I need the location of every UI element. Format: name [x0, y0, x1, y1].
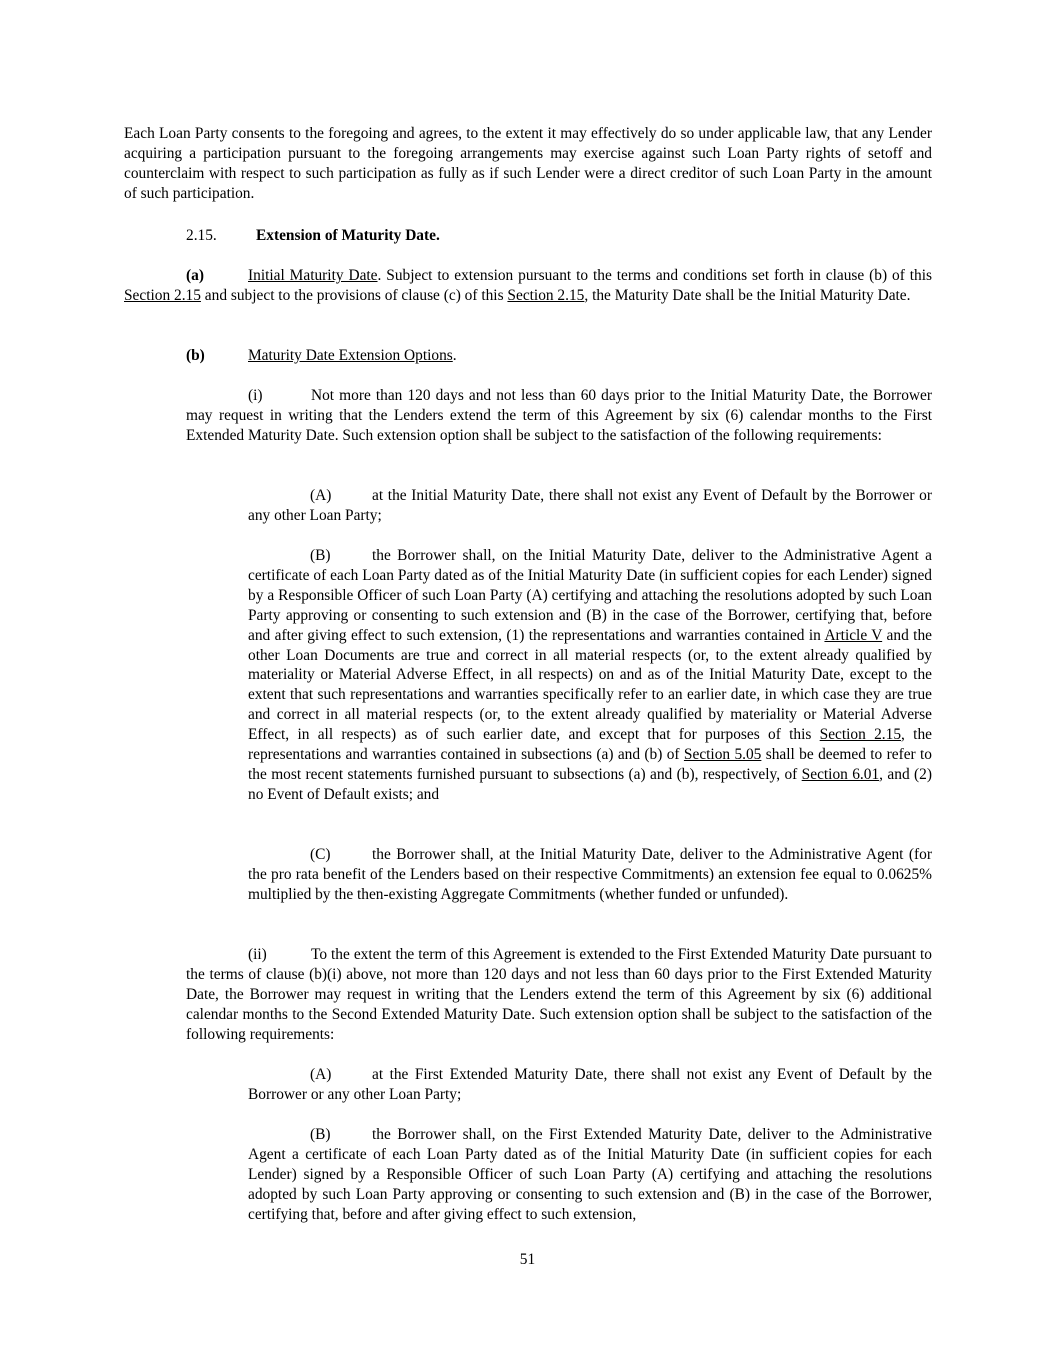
clause-b-ii-B-label: (B) [310, 1126, 331, 1143]
section-2-15-ref: Section 2.15 [124, 286, 201, 304]
section-2-15-ref: Section 2.15 [819, 726, 902, 744]
clause-b-i-B-label: (B) [310, 547, 331, 564]
section-5-05-ref: Section 5.05 [683, 746, 762, 764]
clause-b-i-C-text: the Borrower shall, at the Initial Maturity Date, deliver to the Administrative Agent (for the pro rata benefit of the Lenders based on their respective Commitments) an extension fee equal to 0.0625% multiplied by the then-existing Aggregate Commitments (whether funded or unfunded). [248, 846, 932, 903]
clause-b-i-paragraph [186, 386, 932, 446]
clause-b-i-B-text-5: , and (2) no Event of Default exists; and [248, 765, 932, 803]
intro-text: Each Loan Party consents to the foregoing and agrees, to the extent it may effectively do so under applicable law, that any Lender acquiring a participation pursuant to the foregoing arrangements may exercise against such Loan Party rights of setoff and counterclaim with respect to such participation as fully as if such Lender were a direct creditor of such Loan Party in the amount of such participation. [124, 125, 932, 202]
clause-b-i-B-text-1: the Borrower shall, on the Initial Maturity Date, deliver to the Administrative Agent a certificate of each Loan Party dated as of the Initial Maturity Date (in sufficient copies for each Lender) signed by a Responsible Officer of such Loan Party (A) certifying and attaching the resolutions adopted by such Loan Party approving or consenting to such extension and (B) in the case of the Borrower, certifying that, before and after giving effect to such extension, (1) the representations and warranties contained in [248, 547, 932, 644]
section-6-01-ref: Section 6.01 [801, 765, 880, 783]
clause-b-i-B-text-4: shall be deemed to refer to the most recent statements furnished pursuant to subsections (a) and (b), respectively, of [248, 746, 932, 783]
clause-b-i-text: Not more than 120 days and not less than 60 days prior to the Initial Maturity Date, the Borrower may request in writing that the Lenders extend the term of this Agreement by six (6) calendar months to the First Extended Maturity Date. Such extension option shall be subject to the satisfaction of the following requirements: [186, 387, 932, 444]
clause-b-i-A-text: at the Initial Maturity Date, there shall not exist any Event of Default by the Borrower or any other Loan Party; [248, 487, 932, 524]
clause-a-paragraph [124, 266, 932, 306]
page-number: 51 [519, 1251, 536, 1268]
clause-b-heading [124, 346, 932, 366]
clause-b-label: (b) [186, 347, 205, 364]
clause-b-ii-A-label: (A) [310, 1066, 332, 1083]
section-heading [124, 226, 932, 246]
clause-b-i-B-text-3: , the representations and warranties contained in subsections (a) and (b) of [248, 726, 932, 764]
clause-b-ii-B-text: the Borrower shall, on the First Extended Maturity Date, deliver to the Administrative Agent a certificate of each Loan Party dated as of the Initial Maturity Date (in sufficient copies for each Lender) signed by a Responsible Officer of such Loan Party (A) certifying and attaching the resolutions adopted by such Loan Party approving or consenting to such extension and (B) in the case of the Borrower, certifying that, before and after giving effect to such extension, [248, 1126, 932, 1223]
clause-b-i-C-paragraph [248, 845, 932, 905]
clause-b-title: Maturity Date Extension Options [248, 347, 453, 364]
clause-a-heading: Initial Maturity Date [248, 267, 378, 284]
clause-b-i-label: (i) [248, 387, 263, 404]
clause-a-text-3: , the Maturity Date shall be the Initial Maturity Date. [584, 286, 911, 304]
section-title: Extension of Maturity Date. [256, 227, 440, 244]
clause-a-text-1: . Subject to extension pursuant to the terms and conditions set forth in clause (b) of this [377, 267, 932, 284]
clause-b-tail: . [452, 347, 457, 364]
clause-b-i-C-label: (C) [310, 846, 331, 863]
clause-b-ii-A-paragraph [248, 1065, 932, 1105]
clause-b-ii-paragraph [186, 945, 932, 1045]
clause-b-ii-text: To the extent the term of this Agreement is extended to the First Extended Maturity Date pursuant to the terms of clause (b)(i) above, not more than 120 days and not less than 60 days prior to the First Extended Maturity Date, the Borrower may request in writing that the Lenders extend the term of this Agreement by six (6) additional calendar months to the Second Extended Maturity Date. Such extension option shall be subject to the satisfaction of the following requirements: [186, 946, 932, 1043]
clause-b-i-B-text-2: and the other Loan Documents are true and correct in all material respects (or, to the extent already qualified by materiality or Material Adverse Effect, in all respects) on and as of the Initial Maturity Date, except to the extent that such representations and warranties specifically refer to an earlier date, in which case they are true and correct in all material respects (or, to the extent already qualified by materiality or Material Adverse Effect, in all respects) as of such earlier date, and except that for purposes of this [248, 626, 932, 744]
clause-b-ii-label: (ii) [248, 946, 267, 963]
clause-b-i-A-label: (A) [310, 487, 332, 504]
clause-b-ii-A-text: at the First Extended Maturity Date, there shall not exist any Event of Default by the Borrower or any other Loan Party; [248, 1066, 932, 1103]
section-number: 2.15. [186, 227, 217, 244]
clause-b-i-A-paragraph [248, 486, 932, 526]
clause-b-ii-B-paragraph [248, 1125, 932, 1225]
intro-paragraph [124, 124, 932, 204]
clause-b-i-B-paragraph [248, 546, 932, 805]
article-v-ref: Article V [824, 626, 883, 644]
clause-a-label: (a) [186, 267, 204, 284]
clause-a-text-2: and subject to the provisions of clause (c) of this [200, 286, 508, 304]
section-2-15-ref: Section 2.15 [507, 286, 585, 304]
